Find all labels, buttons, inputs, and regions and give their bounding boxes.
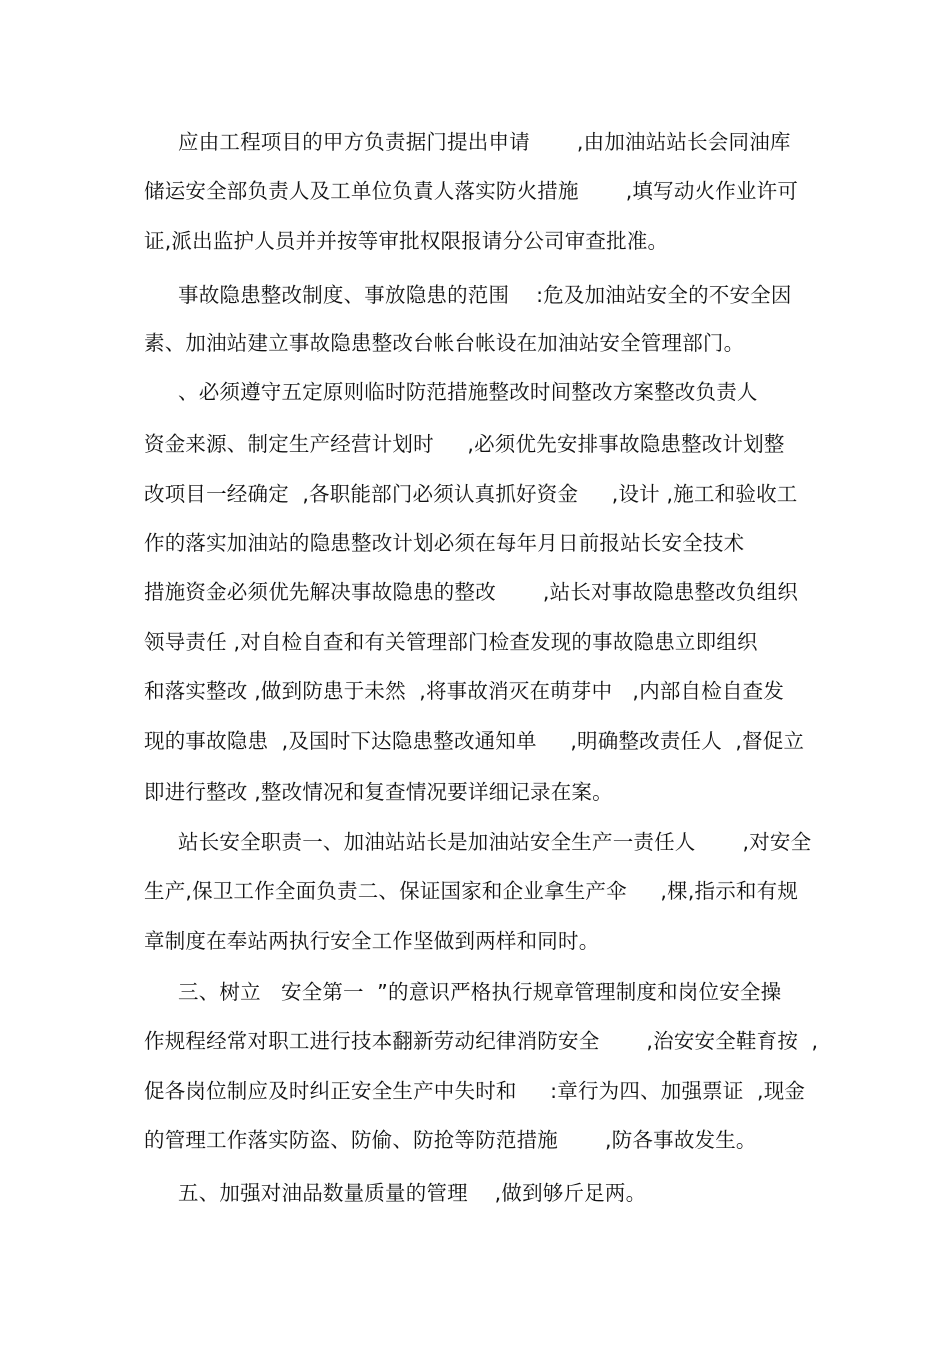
text-line: 站长安全职责一、加油站站长是加油站安全生产一责任人 ,对安全 <box>178 830 812 854</box>
text-line: 应由工程项目的甲方负责据门提出申请 ,由加油站站长会同油库 <box>178 130 791 154</box>
text-line: 作规程经常对职工进行技本翻新劳动纪律消防安全 ,治安安全鞋育按 , <box>144 1029 819 1053</box>
text-line: 即进行整改 ,整改情况和复查情况要详细记录在案。 <box>144 780 613 804</box>
text-line: 和落实整改 ,做到防患于未然 ,将事故消灭在萌芽中 ,内部自检自查发 <box>144 679 785 703</box>
text-line: 储运安全部负责人及工单位负責人落实防火措施 ,填写动火作业许可 <box>144 179 799 203</box>
text-line: 资金来源、制定生产经营计划时 ,必须优先安排事故隐患整改计划整 <box>144 432 785 456</box>
text-line: 改项目一经确定 ,各职能部门必须认真抓好资金 ,设计 ,施工和验收工 <box>144 482 798 506</box>
text-line: 措施资金必须优先解决事故隐患的整改 ,站长对事故隐患整改负组织 <box>144 580 799 604</box>
text-line: 领导责任 ,对自检自查和有关管理部门检查发现的事故隐患立即组织 <box>144 630 758 654</box>
text-line: 作的落实加油站的隐患整改计划必须在每年月日前报站长安全技术 <box>144 531 745 555</box>
text-line: 五、加强对油品数量质量的管理 ,做到够斤足两。 <box>178 1181 647 1205</box>
text-line: 事故隐患整改制度、事放隐患的范围 :危及加油站安全的不安全因 <box>178 283 792 307</box>
text-line: 、必须遵守五定原则临时防范措施整改时间整改方案整改负责人 <box>178 380 758 404</box>
text-line: 的管理工作落实防盗、防偷、防抢等防范措施 ,防各事故发生。 <box>144 1128 757 1152</box>
text-line: 素、加油站建立事故隐患整改台帐台帐设在加油站安全管理部门。 <box>144 331 745 355</box>
text-line: 证,派出监护人员并并按等审批权限报请分公司审查批准。 <box>144 229 669 253</box>
text-line: 生产,保卫工作全面负责二、保证国家和企业拿生产伞 ,棵,指示和有规 <box>144 879 799 903</box>
text-line: 现的事故隐患 ,及国时下达隐患整改通知单 ,明确整改责任人 ,督促立 <box>144 729 805 753</box>
text-line: 三、树立 安全第一 ”的意识严格执行规章管理制度和岗位安全操 <box>178 980 782 1004</box>
text-line: 促各岗位制应及时纠正安全生产中失时和 :章行为四、加强票证 ,现金 <box>144 1079 806 1103</box>
text-line: 章制度在奉站两执行安全工作坚做到两样和同时。 <box>144 929 600 953</box>
